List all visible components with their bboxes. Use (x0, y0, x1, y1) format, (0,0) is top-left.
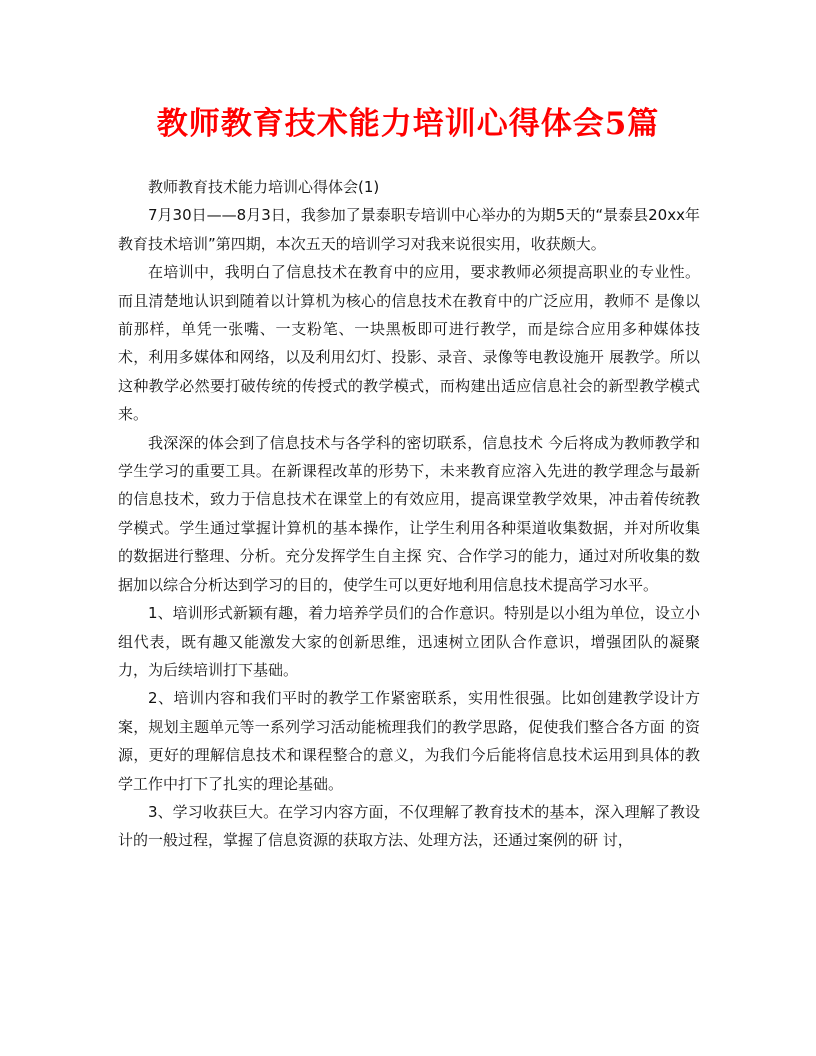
paragraph-6: 3、学习收获巨大。在学习内容方面，不仅理解了教育技术的基本，深入理解了教设计的一般过程，掌握了信息资源的获取方法、处理方法，还通过案例的研 讨， (118, 802, 700, 850)
paragraph-3: 我深深的体会到了信息技术与各学科的密切联系，信息技术 今后将成为教师教学和学生学习的重要工具。在新课程改革的形势下，未来教育应溶入先进的教学理念与最新的信息技术，致力于信息技术在课堂上的有效应用，提高课堂教学效果，冲击着传统教学模式。学生通过掌握计算机的基本操作，让学生利用各种渠道收集数据，并对所收集的数据进行整理、分析。充分发挥学生自主探 究、合作学习的能力，通过对所收集的数据加以综合分析达到学习的目的，使学生可以更好地利用信息技术提高学习水平。 (118, 433, 700, 594)
paragraph-1: 7月30日——8月3日，我参加了景泰职专培训中心举办的为期5天的“景泰县20xx年教育技术培训”第四期，本次五天的培训学习对我来说很实用，收获颇大。 (118, 206, 700, 253)
paragraph-5: 2、培训内容和我们平时的教学工作紧密联系，实用性很强。比如创建教学设计方案，规划主题单元等一系列学习活动能梳理我们的教学思路，促使我们整合各方面 的资源，更好的理解信息技术和课程整合的意义，为我们今后能将信息技术运用到具体的教学工作中打下了扎实的理论基础。 (118, 689, 700, 793)
document-title: 教师教育技术能力培训心得体会5篇 (156, 106, 660, 142)
document-body (118, 173, 700, 855)
paragraph-subtitle: 教师教育技术能力培训心得体会(1) (148, 178, 380, 196)
paragraph-4: 1、培训形式新颖有趣，着力培养学员们的合作意识。特别是以小组为单位，设立小组代表，既有趣又能激发大家的创新思维，迅速树立团队合作意识，增强团队的凝聚力，为后续培训打下基础。 (118, 604, 700, 679)
paragraph-2: 在培训中，我明白了信息技术在教育中的应用，要求教师必须提高职业的专业性。而且清楚地认识到随着以计算机为核心的信息技术在教育中的广泛应用，教师不 是像以前那样，单凭一张嘴、一支粉笔、一块黑板即可进行教学，而是综合应用多种媒体技术，利用多媒体和网络，以及利用幻灯、投影、录音、录像等电教设施开 展教学。所以这种教学必然要打破传统的传授式的教学模式，而构建出适应信息社会的新型教学模式来。 (118, 263, 700, 424)
